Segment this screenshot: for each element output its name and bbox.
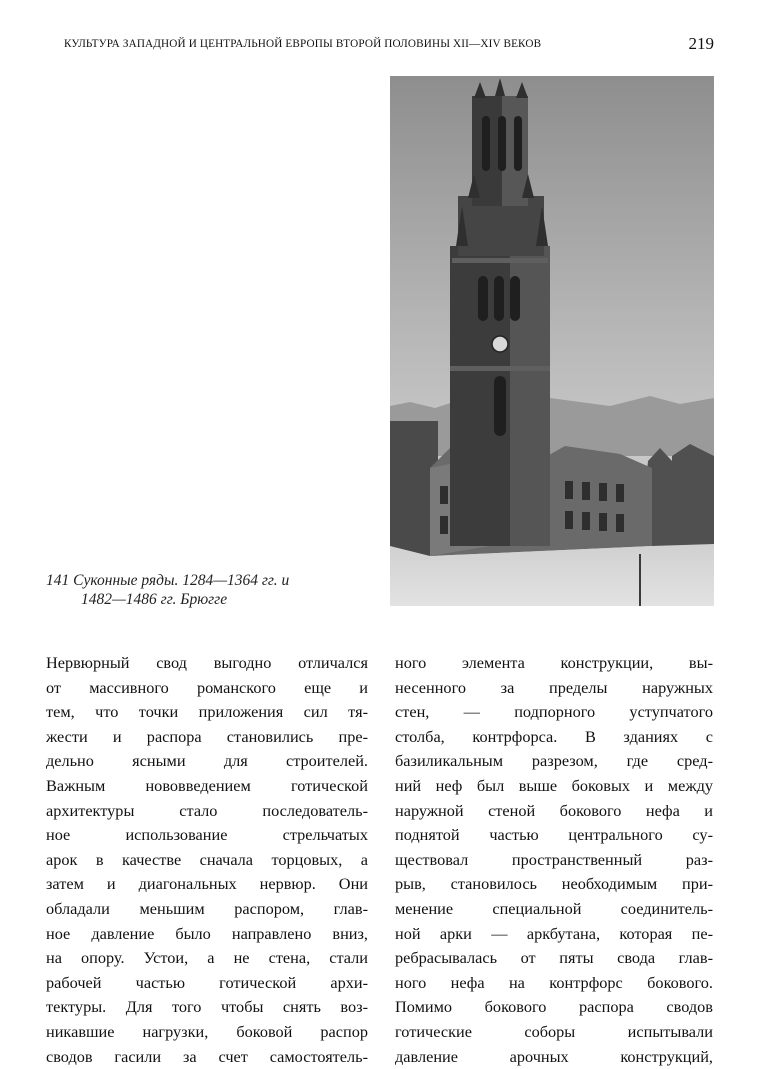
text-line: ного элемента конструкции, вы- (395, 651, 713, 676)
text-line: никавшие нагрузки, боковой распор (46, 1020, 368, 1045)
caption-line: 1482—1486 гг. Брюгге (46, 590, 376, 609)
text-line: Важным нововведением готической (46, 774, 368, 799)
text-line: жести и распора становились пре- (46, 725, 368, 750)
text-line: сводов гасили за счет самостоятель- (46, 1045, 368, 1069)
left-text-column (46, 651, 368, 1069)
text-line: рабочей частью готической архи- (46, 971, 368, 996)
text-line: менение специальной соединитель- (395, 897, 713, 922)
text-line: затем и диагональных нервюр. Они (46, 872, 368, 897)
text-line: арок в качестве сначала торцовых, а (46, 848, 368, 873)
text-line: на опору. Устои, а не стена, стали (46, 946, 368, 971)
text-line: тектуры. Для того чтобы снять воз- (46, 995, 368, 1020)
text-line: столба, контрфорса. В зданиях с (395, 725, 713, 750)
belfry-illustration (390, 76, 714, 606)
text-line: ное использование стрельчатых (46, 823, 368, 848)
text-line: несенного за пределы наружных (395, 676, 713, 701)
text-line: дельно ясными для строителей. (46, 749, 368, 774)
text-line: тем, что точки приложения сил тя- (46, 700, 368, 725)
running-header (64, 34, 714, 56)
text-line: стен, — подпорного уступчатого (395, 700, 713, 725)
clock-face (492, 336, 508, 352)
text-line: ное давление было направлено вниз, (46, 922, 368, 947)
text-line: Нервюрный свод выгодно отличался (46, 651, 368, 676)
belfry-photograph (390, 76, 714, 606)
text-line: от массивного романского еще и (46, 676, 368, 701)
text-line: ществовал пространственный раз- (395, 848, 713, 873)
page-number: 219 (689, 34, 715, 54)
text-line: готические соборы испытывали (395, 1020, 713, 1045)
text-line: ного нефа на контрфорс бокового. (395, 971, 713, 996)
text-line: архитектуры стало последователь- (46, 799, 368, 824)
text-line: ной арки — аркбутана, которая пе- (395, 922, 713, 947)
right-text-column (395, 651, 713, 1069)
text-line: рыв, становилось необходимым при- (395, 872, 713, 897)
text-line: наружной стеной бокового нефа и (395, 799, 713, 824)
text-line: ний неф был выше боковых и между (395, 774, 713, 799)
text-line: давление арочных конструкций, (395, 1045, 713, 1069)
text-line: базиликальным разрезом, где сред- (395, 749, 713, 774)
text-line: ребрасывалась от пяты свода глав- (395, 946, 713, 971)
text-line: поднятой частью центрального су- (395, 823, 713, 848)
figure-caption (46, 571, 376, 609)
text-line: обладали меньшим распором, глав- (46, 897, 368, 922)
text-line: Помимо бокового распора сводов (395, 995, 713, 1020)
running-title: КУЛЬТУРА ЗАПАДНОЙ И ЦЕНТРАЛЬНОЙ ЕВРОПЫ ВТОРОЙ ПОЛОВИНЫ XII—XIV ВЕКОВ (64, 38, 541, 50)
caption-line: 141 Суконные ряды. 1284—1364 гг. и (46, 571, 376, 590)
